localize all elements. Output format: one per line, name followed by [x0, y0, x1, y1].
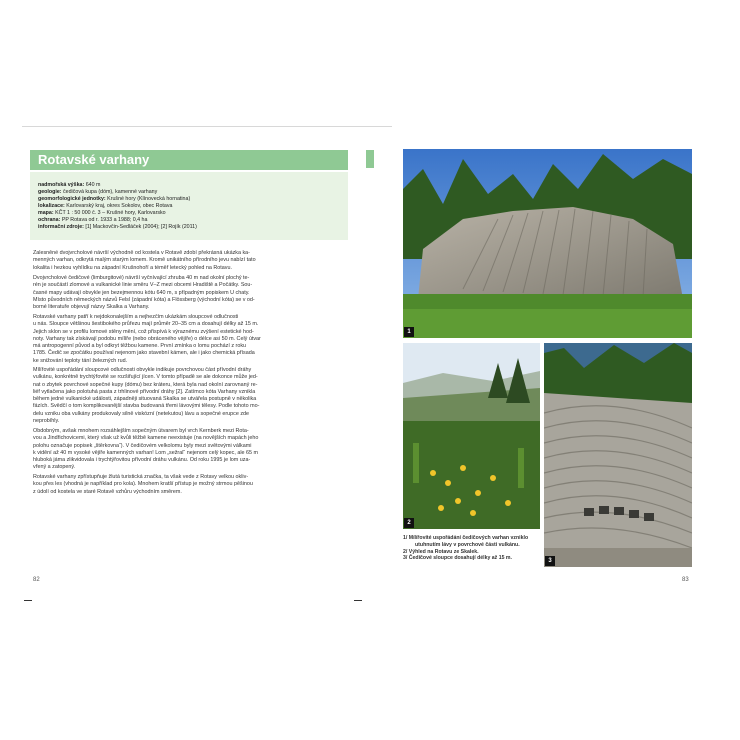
info-row: mapa: KČT 1 : 50 000 č. 3 – Krušné hory, Karlovarsko: [38, 210, 166, 216]
info-row: ochrana: PP Rotava od r. 1933 a 1988; 0,4 ha: [38, 217, 148, 223]
photo-basalt-quarry-wall: [403, 149, 692, 338]
info-row: lokalizace: Karlovarský kraj, okres Sokolov, obec Rotava: [38, 203, 173, 209]
body-paragraph-geology: Dvojvrcholové čedičové (limburgitové) návrší vyčnívající zhruba 40 m nad okolní plochý te- rén je součástí zlomové a vulkanické linie směru V–Z mezi obcemi Hradiště a Počátky. Sou- časné mapy udávají obvykle jen bezejmennou kótu 640 m, s případným popiskem U chaty. Místo původních německých názvů Felsl (západní kóta) a Flössberg (východní kóta) se v od- borné literatuře objevují názvy Skalka a Varhany.: [33, 275, 255, 310]
right-page-tab: [366, 150, 374, 168]
page-number-right: 83: [682, 577, 689, 583]
photo-badge-3: 3: [545, 556, 555, 566]
info-row: nadmořská výška: 640 m: [38, 182, 101, 188]
page-title: Rotavské varhany: [38, 152, 150, 167]
photo-badge-2: 2: [404, 518, 414, 528]
info-row: informační zdroje: [1] Mackovčin-Sedláček (2004); [2] Rojík (2011): [38, 224, 197, 230]
body-paragraph-intro: Zalesněné dvojvrcholové návrší východně od kostela v Rotavě zdobí překrásná ukázka ka- menných varhan, odkrytá malým starým lomem. Kromě unikátního přírodního jevu nabízí tato lokalita i hezkou vyhlídku na západní Krušnohoří a téměř letecký pohled na Rotavu.: [33, 250, 256, 271]
photo-basalt-columns: [544, 343, 692, 567]
photo-captions: 1/ Mílířovité uspořádání čedičových varhan vzniklo utuhnutím lávy v povrchové části vulkánu. 2/ Výhled na Rotavu ze Skalek. 3/ Čedičové sloupce dosahují délky až 15 m.: [403, 535, 529, 562]
page-number-left: 82: [33, 577, 40, 583]
body-paragraph-columns: Rotavské varhany patří k nejdokonalejším a nejhezčím ukázkám sloupcové odlučnosti u nás. Sloupce většinou šestibokého průřezu mají průměr 20–35 cm a dosahují délky až 15 m. Jejich sklon se v profilu lomové stěny mění, což přispívá k výraznému zvýšení estetické hod- noty. Varhany tak získávají podobu mílíře (nebo obráceného vějíře) o délce asi 50 m. Celý útvar má antropogenní původ a byl odkryt těžbou kamene. První zmínka o lomu pochází z roku 1785. Čedič se zpočátku používal nejenom jako stavební kámen, ale i jako chemická přísada ke snižování teploty tání železných rud.: [33, 314, 261, 364]
page-top-rule: [22, 126, 392, 127]
crop-mark: [354, 600, 362, 601]
info-row: geomorfologické jednotky: Krušné hory (Klínovecká hornatina): [38, 196, 191, 202]
body-paragraph-access: Rotavské varhany zpřístupňuje žlutá turistická značka, ta však vede z Rotavy velkou okliv- kou přes les (vhodná je například pro kola). Mnohem kratší přístup je možný strmou pěšinou z údolí od kostela ve staré Rotavě vzhůru východním směrem.: [33, 474, 253, 495]
photo-badge-1: 1: [404, 327, 414, 337]
crop-mark: [24, 600, 32, 601]
section-title-bar: [30, 150, 348, 170]
body-paragraph-origin: Mílířovité uspořádání sloupcové odlučnosti obvykle indikuje povrchovou část přívodní dráhy vulkánu, konkrétně trychtýřovité se rozšiřující jícen. V tomto případě se ale dokonce může jed- nat o zbytek povrchové sopečné kupy (dómu) bez kráteru, která byla nad okolní zarovnaný re- liéf vytlačena jako polotuhá pasta z trhlinové přívodní dráhy [2]. Zatímco kóta Varhany vznikla během jedné vulkanické události, západněji situovaná Skalka se utvářela postupně v několika fázích. Svědčí o tom komplikovanější stavba budovaná třemi lávovými tělesy. Podle tohoto mo- delu vzniku oba vulkány produkovaly silně viskózní (netekutou) lávu a sopečné erupce zde neprobíhly.: [33, 367, 260, 424]
info-row: geologie: čedičová kupa (dóm), kamenné varhany: [38, 189, 158, 195]
body-paragraph-kernberk: Obdobným, avšak mnohem rozsáhlejším sopečným útvarem byl vrch Kernberk mezi Rota- vou a Jindřichovicemi, který však už kvůli těžbě kamene neexistuje (na novějších mapách jeho polohu označuje popisek „štěrkovna“). V čedičovém velkolomu byly mezi světovými válkami k vidění až 40 m vysoké vějíře kamenných varhan! Lom „sežral“ nejenom celý kopec, ale 65 m hluboká jáma zlikvidovala i trychtýřovitou přívodní dráhu vulkánu. Od roku 1995 je lom uza- vřený a zatopený.: [33, 428, 259, 471]
photo-view-rotava: [403, 343, 540, 529]
